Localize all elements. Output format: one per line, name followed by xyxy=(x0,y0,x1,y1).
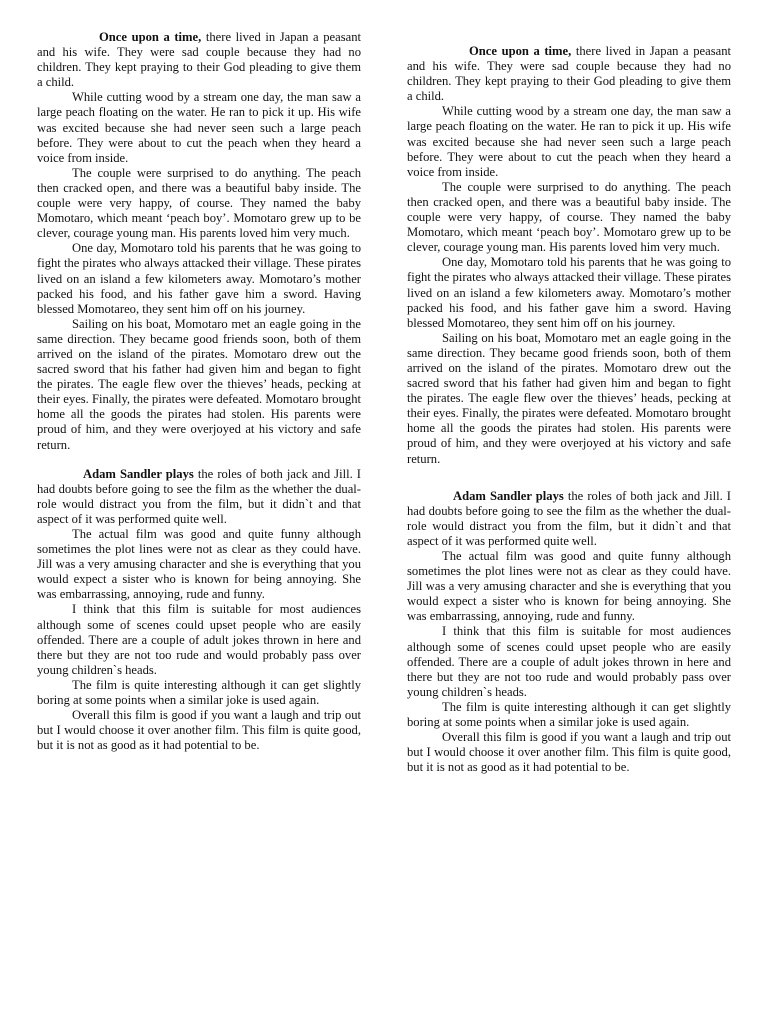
story-paragraph-5: Sailing on his boat, Momotaro met an eagle going in the same direction. They became good friends soon, both of them arrived on the island of the pirates. Momotaro drew out the sacred sword that his father had given him and began to fight the pirates. The eagle flew over the thieves’ heads, pecking at their eyes. Finally, the pirates were defeated. Momotaro brought home all the goods the pirates had stolen. His parents were proud of him, and they were overjoyed at his victory and safe return. xyxy=(37,316,361,452)
story-lead-bold: Once upon a time, xyxy=(469,44,572,58)
review-lead-bold: Adam Sandler plays xyxy=(83,466,194,481)
story-paragraph-4: One day, Momotaro told his parents that he was going to fight the pirates who always attacked their village. These pirates lived on an island a few kilometers away. Momotaro’s mother packed his food, and his father gave him a sword. Having blessed Momotareo, they sent him off on his journey. xyxy=(37,241,361,316)
section-gap xyxy=(37,453,361,467)
review-paragraph-2: The actual film was good and quite funny although sometimes the plot lines were not as clear as they could have. Jill was a very amusing character and she is everything that you would expect a sister who is known for being annoying. She was embarrassing, annoying, rude and funny. xyxy=(37,527,361,602)
review-paragraph-1 xyxy=(37,467,361,527)
left-column xyxy=(37,30,361,753)
section-gap xyxy=(407,467,731,489)
story-paragraph-5: Sailing on his boat, Momotaro met an eagle going in the same direction. They became good friends soon, both of them arrived on the island of the pirates. Momotaro drew out the sacred sword that his father had given him and began to fight the pirates. The eagle flew over the thieves’ heads, pecking at their eyes. Finally, the pirates were defeated. Momotaro brought home all the goods the pirates had stolen. His parents were proud of him, and they were overjoyed at his victory and safe return. xyxy=(407,330,731,466)
review-paragraph-1-text: the roles of both jack and Jill. I had doubts before going to see the film as the whether the dual-role would distract you from the film, but it didn`t and that aspect of it was performed quite well. xyxy=(37,466,361,526)
story-paragraph-1 xyxy=(407,44,731,104)
story-paragraph-2: While cutting wood by a stream one day, the man saw a large peach floating on the water. He ran to pick it up. His wife was excited because she had never seen such a large peach before. They were about to cut the peach when they heard a voice from inside. xyxy=(407,104,731,179)
review-paragraph-3: I think that this film is suitable for most audiences although some of scenes could upset people who are easily offended. There are a couple of adult jokes thrown in here and there but they are not too rude and would probably pass over young children`s heads. xyxy=(37,602,361,677)
review-paragraph-5: Overall this film is good if you want a laugh and trip out but I would choose it over another film. This film is quite good, but it is not as good as it had potential to be. xyxy=(37,708,361,753)
review-paragraph-1-text: the roles of both jack and Jill. I had doubts before going to see the film as the whether the dual-role would distract you from the film, but it didn`t and that aspect of it was performed quite well. xyxy=(407,488,731,548)
right-column xyxy=(407,44,731,775)
story-paragraph-1 xyxy=(37,30,361,90)
review-paragraph-2: The actual film was good and quite funny although sometimes the plot lines were not as clear as they could have. Jill was a very amusing character and she is everything that you would expect a sister who is known for being annoying. She was embarrassing, annoying, rude and funny. xyxy=(407,549,731,624)
story-paragraph-1-text: there lived in Japan a peasant and his wife. They were sad couple because they had no children. They kept praying to their God pleading to give them a child. xyxy=(37,30,361,90)
review-lead-bold: Adam Sandler plays xyxy=(453,488,564,503)
story-paragraph-3: The couple were surprised to do anything. The peach then cracked open, and there was a beautiful baby inside. The couple were very happy, of course. They named the baby Momotaro, which meant ‘peach boy’. Momotaro grew up to be clever, courage young man. His parents loved him very much. xyxy=(407,179,731,255)
story-paragraph-4: One day, Momotaro told his parents that he was going to fight the pirates who always attacked their village. These pirates lived on an island a few kilometers away. Momotaro’s mother packed his food, and his father gave him a sword. Having blessed Momotareo, they sent him off on his journey. xyxy=(407,255,731,330)
review-paragraph-1 xyxy=(407,489,731,549)
story-paragraph-3: The couple were surprised to do anything. The peach then cracked open, and there was a beautiful baby inside. The couple were very happy, of course. They named the baby Momotaro, which meant ‘peach boy’. Momotaro grew up to be clever, courage young man. His parents loved him very much. xyxy=(37,165,361,241)
story-paragraph-2: While cutting wood by a stream one day, the man saw a large peach floating on the water. He ran to pick it up. His wife was excited because she had never seen such a large peach before. They were about to cut the peach when they heard a voice from inside. xyxy=(37,90,361,165)
story-paragraph-1-text: there lived in Japan a peasant and his wife. They were sad couple because they had no children. They kept praying to their God pleading to give them a child. xyxy=(407,44,731,104)
review-paragraph-5: Overall this film is good if you want a laugh and trip out but I would choose it over another film. This film is quite good, but it is not as good as it had potential to be. xyxy=(407,730,731,775)
review-paragraph-4: The film is quite interesting although it can get slightly boring at some points when a similar joke is used again. xyxy=(37,677,361,708)
story-lead-bold: Once upon a time, xyxy=(99,30,202,44)
review-paragraph-4: The film is quite interesting although it can get slightly boring at some points when a similar joke is used again. xyxy=(407,699,731,730)
review-paragraph-3: I think that this film is suitable for most audiences although some of scenes could upset people who are easily offended. There are a couple of adult jokes thrown in here and there but they are not too rude and would probably pass over young children`s heads. xyxy=(407,624,731,699)
